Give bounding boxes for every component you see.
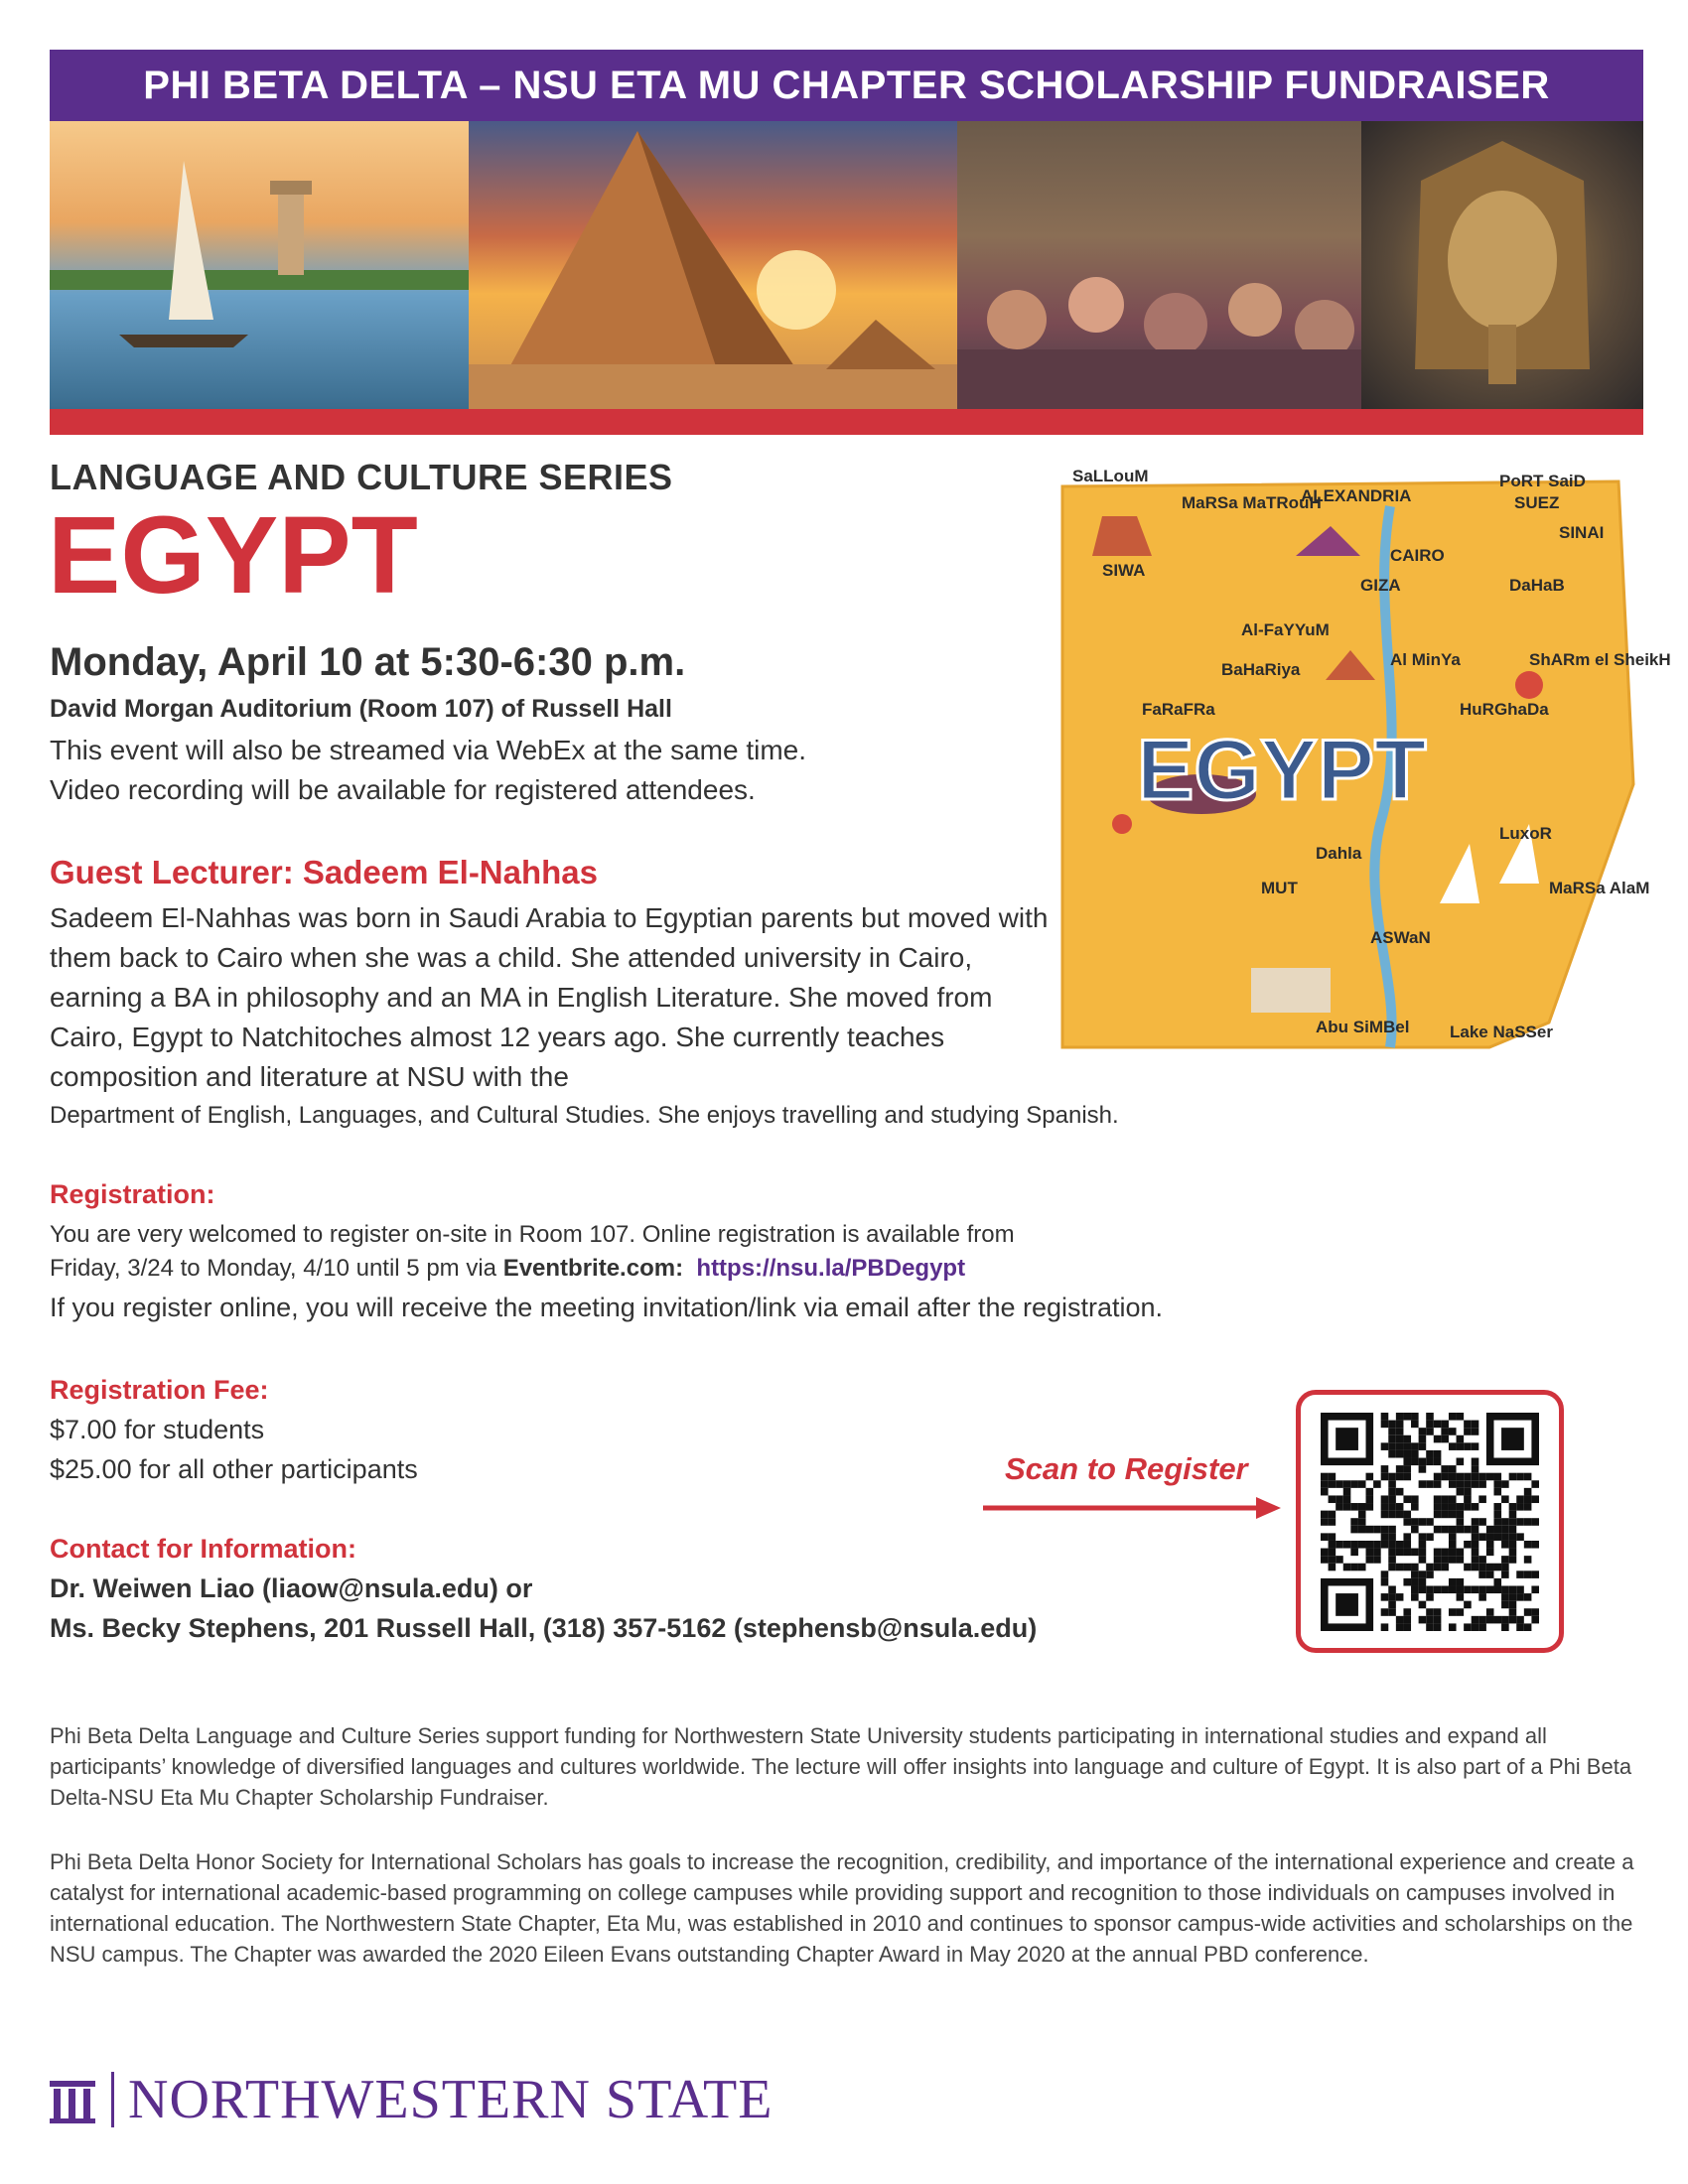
pyramid-illustration: [469, 121, 957, 409]
fee-heading: Registration Fee:: [50, 1375, 269, 1405]
map-label: GIZA: [1360, 576, 1400, 595]
map-label: SIWA: [1102, 561, 1145, 580]
footer-logo: [48, 2068, 773, 2131]
map-label: PoRT SaiD: [1499, 472, 1586, 490]
photo-crowd-market: [957, 121, 1361, 409]
page-title: EGYPT: [48, 494, 418, 616]
contact-line-1: Dr. Weiwen Liao (liaow@nsula.edu) or: [50, 1573, 533, 1603]
map-label: SINAI: [1559, 523, 1605, 542]
contact-line-2: Ms. Becky Stephens, 201 Russell Hall, (318) 357-5162 (stephensb@nsula.edu): [50, 1613, 1038, 1643]
lecturer-bio-last-line: Department of English, Languages, and Cultural Studies. She enjoys travelling and studying Spanish.: [50, 1102, 1119, 1129]
photo-nile-felucca: [50, 121, 469, 409]
qr-code-frame[interactable]: [1296, 1390, 1564, 1653]
university-name: NORTHWESTERN STATE: [128, 2069, 774, 2130]
map-label: DaHaB: [1509, 576, 1565, 595]
registration-line-2: [50, 1255, 965, 1283]
video-note: Video recording will be available for registered attendees.: [50, 774, 756, 805]
map-label: Lake NaSSer: [1450, 1023, 1553, 1041]
egypt-map-illustration: [1062, 467, 1671, 1067]
scan-to-register-label: Scan to Register: [1005, 1451, 1248, 1486]
map-label: FaRaFRa: [1142, 700, 1215, 719]
lecturer-bio: Sadeem El-Nahhas was born in Saudi Arabia to Egyptian parents but moved with them back to Cairo when she was a child. She attended university in Cairo, earning a BA in philosophy and an MA in English Literature. She moved from Cairo, Egypt to Natchitoches almost 12 years ago. She currently teaches composition and literature at NSU with the: [50, 902, 1049, 1092]
registration-link[interactable]: https://nsu.la/PBDegypt: [696, 1255, 966, 1282]
map-label: CAIRO: [1390, 546, 1445, 565]
qr-code-icon[interactable]: [1321, 1413, 1539, 1631]
map-title: EGYPT: [1137, 723, 1427, 818]
fee-students: $7.00 for students: [50, 1415, 265, 1444]
pharaoh-illustration: [1361, 121, 1643, 409]
arrow-right-icon: [983, 1495, 1281, 1521]
registration-heading: Registration:: [50, 1179, 215, 1209]
about-society-paragraph: Phi Beta Delta Honor Society for International Scholars has goals to increase the recognition, credibility, and importance of the international experience and create a catalyst for international academic-based programming on college campuses while providing support and recognition to those individuals on campuses involved in international education. The Northwestern State Chapter, Eta Mu, was established in 2010 and continues to sponsor campus-wide activities and scholarships on the NSU campus. The Chapter was awarded the 2020 Eileen Evans outstanding Chapter Award in May 2020 at the annual PBD conference.: [50, 1849, 1634, 1967]
photo-strip: [50, 121, 1643, 409]
registration-line-2-prefix: Friday, 3/24 to Monday, 4/10 until 5 pm via: [50, 1255, 503, 1282]
fee-others: $25.00 for all other participants: [50, 1454, 418, 1484]
event-venue: David Morgan Auditorium (Room 107) of Russell Hall: [50, 695, 672, 723]
map-label: MUT: [1261, 879, 1298, 897]
lecturer-heading: Guest Lecturer: Sadeem El-Nahhas: [50, 854, 599, 890]
map-label: BaHaRiya: [1221, 660, 1301, 679]
map-label: Al-FaYYuM: [1241, 620, 1330, 639]
map-label: Al MinYa: [1390, 650, 1461, 669]
contact-heading: Contact for Information:: [50, 1534, 356, 1564]
map-label: Dahla: [1316, 844, 1362, 863]
header-banner: PHI BETA DELTA – NSU ETA MU CHAPTER SCHOLARSHIP FUNDRAISER: [50, 50, 1643, 121]
nsu-columns-icon: [48, 2075, 97, 2124]
crowd-illustration: [957, 121, 1361, 409]
event-date-time: Monday, April 10 at 5:30-6:30 p.m.: [50, 640, 686, 684]
registration-line-1: You are very welcomed to register on-site in Room 107. Online registration is available from: [50, 1221, 1015, 1248]
map-label: SUEZ: [1514, 493, 1560, 512]
stream-note: This event will also be streamed via WebEx at the same time.: [50, 735, 807, 765]
footer-divider: [111, 2072, 114, 2127]
registration-line-3: If you register online, you will receive the meeting invitation/link via email after the registration.: [50, 1293, 1164, 1322]
about-series-paragraph: Phi Beta Delta Language and Culture Series support funding for Northwestern State University students participating in international studies and expand all participants’ knowledge of diversified languages and cultures worldwide. The lecture will offer insights into language and culture of Egypt. It is also part of a Phi Beta Delta-NSU Eta Mu Chapter Scholarship Fundraiser.: [50, 1723, 1632, 1810]
red-accent-bar: [50, 409, 1643, 435]
map-label: MaRSa AlaM: [1549, 879, 1650, 897]
map-label: MaRSa MaTRouH: [1182, 493, 1322, 512]
map-label: ShARm el SheikH: [1529, 650, 1671, 669]
felucca-illustration: [50, 121, 469, 409]
map-label: ALEXANDRIA: [1301, 486, 1411, 505]
photo-pyramid: [469, 121, 957, 409]
series-heading: LANGUAGE AND CULTURE SERIES: [50, 457, 673, 497]
map-label: SaLLouM: [1072, 467, 1149, 485]
map-label: ASWaN: [1370, 928, 1431, 947]
map-label: Abu SiMBel: [1316, 1018, 1410, 1036]
photo-pharaoh-statue: [1361, 121, 1643, 409]
map-label: LuxoR: [1499, 824, 1552, 843]
eventbrite-label: Eventbrite.com:: [502, 1255, 684, 1282]
map-label: HuRGhaDa: [1460, 700, 1549, 719]
